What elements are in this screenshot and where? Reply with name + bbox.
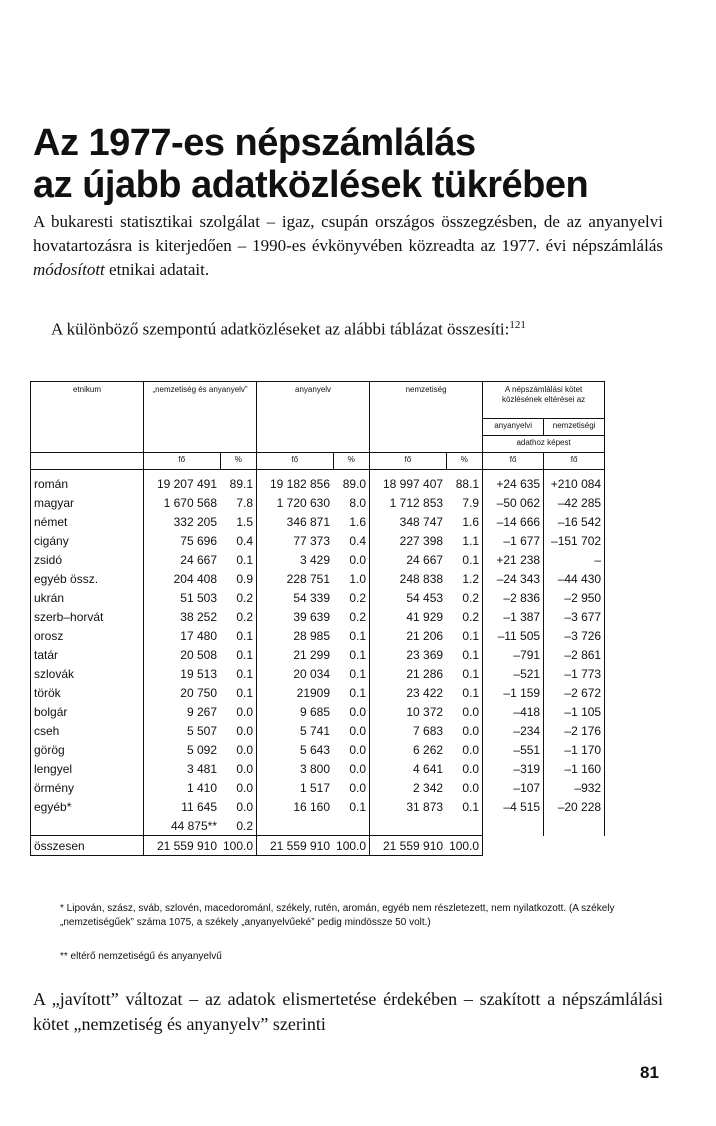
- table-cell: összesen: [31, 836, 144, 856]
- table-cell: magyar: [31, 493, 144, 512]
- table-cell: 1 712 853: [389, 495, 444, 510]
- table-cell: 0.2: [220, 607, 257, 626]
- table-cell: –3 677: [544, 607, 605, 626]
- table-cell: szerb–horvát: [31, 607, 144, 626]
- table-cell: –551: [483, 740, 544, 759]
- table-cell: 1.6: [446, 512, 483, 531]
- header-diff-base: adathoz képest: [483, 436, 605, 453]
- table-cell: 0.0: [446, 759, 483, 778]
- table-cell: 0.1: [333, 626, 370, 645]
- summary-paragraph: A különböző szempontú adatközléseket az alábbi táblázat összesíti:$^{121}$: [51, 319, 526, 339]
- table-cell: 0.0: [333, 702, 370, 721]
- table-cell: 5 092: [186, 742, 217, 757]
- table-cell: örmény: [31, 778, 144, 797]
- table-row: [31, 683, 605, 702]
- table-cell: 0.0: [333, 778, 370, 797]
- table-cell: 89.1: [220, 470, 257, 494]
- table-cell: 21 559 910: [144, 836, 221, 856]
- table-cell: 227 398: [399, 533, 444, 548]
- table-cell: 31 873: [406, 799, 444, 814]
- table-row: [31, 664, 605, 683]
- table-cell: 3 481: [186, 761, 217, 776]
- table-cell: 41 929: [406, 609, 444, 624]
- table-cell: 38 252: [180, 609, 217, 624]
- header-diff-mother-tongue: anyanyelvi: [483, 419, 544, 436]
- table-cell: 1.2: [446, 569, 483, 588]
- table-cell: 0.4: [333, 531, 370, 550]
- footnote-different: ** eltérő nemzetiségű és anyanyelvű: [60, 951, 222, 962]
- table-cell: 0.1: [220, 683, 257, 702]
- unit-fo: fő: [257, 453, 334, 470]
- table-cell: 0.1: [446, 550, 483, 569]
- table-cell: 21 559 910: [257, 836, 334, 856]
- table-cell: 1 720 630: [276, 495, 331, 510]
- table-row: [31, 702, 605, 721]
- table-cell: –16 542: [544, 512, 605, 531]
- table-cell: –44 430: [544, 569, 605, 588]
- table-cell: 0.2: [333, 588, 370, 607]
- table-cell: [257, 816, 334, 836]
- census-body: [31, 470, 605, 856]
- table-cell: 0.4: [220, 531, 257, 550]
- table-cell: 1 410: [186, 780, 217, 795]
- table-cell: 0.1: [220, 626, 257, 645]
- table-cell: 17 480: [180, 628, 217, 643]
- table-cell: 20 034: [293, 666, 331, 681]
- table-cell: –319: [483, 759, 544, 778]
- table-cell: –1 677: [483, 531, 544, 550]
- table-cell: cseh: [31, 721, 144, 740]
- table-cell: 0.0: [220, 797, 257, 816]
- table-cell: 44 875**: [170, 818, 217, 833]
- table-cell: egyéb*: [31, 797, 144, 816]
- table-cell: lengyel: [31, 759, 144, 778]
- table-cell: 0.1: [333, 664, 370, 683]
- table-row: [31, 569, 605, 588]
- table-cell: 2 342: [413, 780, 444, 795]
- table-cell: –234: [483, 721, 544, 740]
- table-cell: szlovák: [31, 664, 144, 683]
- table-cell: –1 387: [483, 607, 544, 626]
- table-cell: tatár: [31, 645, 144, 664]
- table-cell: 0.1: [220, 645, 257, 664]
- table-cell: –2 836: [483, 588, 544, 607]
- table-cell: 248 838: [399, 571, 444, 586]
- table-row: [31, 778, 605, 797]
- table-cell: 21 299: [293, 647, 331, 662]
- table-cell: 0.0: [446, 778, 483, 797]
- table-cell: 100.0: [333, 836, 370, 856]
- table-cell: 0.2: [446, 607, 483, 626]
- table-cell: 0.0: [446, 721, 483, 740]
- census-table: [30, 381, 605, 856]
- table-cell: +24 635: [483, 470, 544, 494]
- table-cell: 0.0: [333, 759, 370, 778]
- table-cell: –2 672: [544, 683, 605, 702]
- table-cell: román: [31, 470, 144, 494]
- table-cell: orosz: [31, 626, 144, 645]
- header-nat-lang: „nemzetiség és anyanyelv”: [144, 382, 257, 453]
- table-cell: 5 643: [300, 742, 331, 757]
- table-cell: 0.0: [220, 702, 257, 721]
- table-cell: 10 372: [406, 704, 444, 719]
- header-ethnicity: etnikum: [31, 382, 144, 453]
- table-cell: 0.9: [220, 569, 257, 588]
- table-cell: 0.0: [220, 778, 257, 797]
- header-mother-tongue: anyanyelv: [257, 382, 370, 453]
- table-cell: 0.1: [333, 645, 370, 664]
- table-cell: 18 997 407: [383, 476, 444, 491]
- table-row: [31, 470, 605, 494]
- table-cell: 3 429: [300, 552, 331, 567]
- table-cell: 0.1: [333, 683, 370, 702]
- table-cell: –42 285: [544, 493, 605, 512]
- table-cell: ukrán: [31, 588, 144, 607]
- page-number: 81: [640, 1063, 659, 1082]
- table-cell: 0.1: [446, 645, 483, 664]
- table-cell: német: [31, 512, 144, 531]
- unit-fo: fő: [370, 453, 447, 470]
- table-cell: 54 339: [293, 590, 331, 605]
- table-cell: [483, 816, 544, 836]
- table-cell: 100.0: [446, 836, 483, 856]
- table-cell: +210 084: [544, 470, 605, 494]
- table-cell: 100.0: [220, 836, 257, 856]
- table-cell: –1 160: [544, 759, 605, 778]
- table-cell: 28 985: [293, 628, 331, 643]
- table-cell: 54 453: [406, 590, 444, 605]
- table-cell: 9 685: [300, 704, 331, 719]
- header-diff-nationality: nemzetiségi: [544, 419, 605, 436]
- table-row: [31, 588, 605, 607]
- table-row: [31, 816, 605, 836]
- table-cell: 1.5: [220, 512, 257, 531]
- table-cell: bolgár: [31, 702, 144, 721]
- intro-paragraph: A bukaresti statisztikai szolgálat – igaz, csupán országos összegzésben, de az anyanyelvi hovatartozásra is kiterjedően – 1990-es évkönyvében közreadta az 1977. évi népszámlálás módosított etnikai adatait.: [33, 212, 663, 279]
- table-row: [31, 721, 605, 740]
- footnote-ref: 121: [509, 319, 526, 331]
- table-cell: 23 422: [406, 685, 444, 700]
- table-row: [31, 740, 605, 759]
- table-cell: 77 373: [293, 533, 331, 548]
- table-cell: 0.0: [446, 702, 483, 721]
- table-cell: 24 667: [180, 552, 217, 567]
- table-cell: –932: [544, 778, 605, 797]
- table-cell: 0.0: [333, 550, 370, 569]
- table-cell: cigány: [31, 531, 144, 550]
- unit-fo: fő: [544, 453, 605, 470]
- table-cell: [370, 816, 447, 836]
- table-cell: 19 207 491: [156, 476, 217, 491]
- table-cell: 0.1: [446, 626, 483, 645]
- table-cell: [333, 816, 370, 836]
- table-cell: –2 176: [544, 721, 605, 740]
- table-cell: –1 170: [544, 740, 605, 759]
- table-cell: egyéb össz.: [31, 569, 144, 588]
- table-cell: –: [544, 550, 605, 569]
- unit-pct: %: [446, 453, 483, 470]
- table-cell: –14 666: [483, 512, 544, 531]
- table-cell: 16 160: [293, 799, 331, 814]
- table-cell: 9 267: [186, 704, 217, 719]
- table-cell: [31, 816, 144, 836]
- table-cell: –4 515: [483, 797, 544, 816]
- page-title: [33, 122, 588, 206]
- table-cell: 4 641: [413, 761, 444, 776]
- table-cell: –3 726: [544, 626, 605, 645]
- header-nationality: nemzetiség: [370, 382, 483, 453]
- table-cell: görög: [31, 740, 144, 759]
- table-cell: 1.1: [446, 531, 483, 550]
- table-cell: 21 206: [406, 628, 444, 643]
- table-cell: –107: [483, 778, 544, 797]
- table-cell: –1 773: [544, 664, 605, 683]
- unit-pct: %: [220, 453, 257, 470]
- table-cell: –521: [483, 664, 544, 683]
- table-cell: török: [31, 683, 144, 702]
- table-cell: 1 517: [300, 780, 331, 795]
- table-cell: 19 182 856: [269, 476, 331, 491]
- table-cell: 0.0: [220, 740, 257, 759]
- closing-paragraph: A „javított” változat – az adatok elismertetése érdekében – szakított a népszámlálási kötet „nemzetiség és anyanyelv” szerinti: [33, 989, 663, 1034]
- table-cell: 1.0: [333, 569, 370, 588]
- table-cell: 20 508: [180, 647, 217, 662]
- table-cell: 348 747: [399, 514, 444, 529]
- table-cell: 0.0: [446, 740, 483, 759]
- table-cell: –50 062: [483, 493, 544, 512]
- table-cell: 3 800: [300, 761, 331, 776]
- table-cell: –151 702: [544, 531, 605, 550]
- table-cell: –418: [483, 702, 544, 721]
- table-cell: 0.1: [220, 664, 257, 683]
- table-cell: 204 408: [173, 571, 217, 586]
- table-cell: 332 205: [173, 514, 217, 529]
- footnote-other: * Lipován, szász, sváb, szlovén, macedorománl, székely, rutén, aromán, egyéb nem részletezett, nem nyilatkozott. (A székely „nemzetiségűek” száma 1075, a székely „anyanyelvűeké” pedig mindössze 50 volt.): [60, 903, 615, 928]
- table-cell: [483, 836, 544, 856]
- emphasis-modositott: módosított: [33, 260, 105, 279]
- title-line-1: Az 1977-es népszámlálás: [33, 122, 476, 164]
- table-cell: 0.2: [446, 588, 483, 607]
- table-cell: 11 645: [181, 799, 217, 814]
- table-cell: 75 696: [180, 533, 217, 548]
- table-cell: 1.6: [333, 512, 370, 531]
- table-cell: 0.1: [446, 683, 483, 702]
- table-row: [31, 759, 605, 778]
- table-row: [31, 531, 605, 550]
- unit-fo: fő: [483, 453, 544, 470]
- table-row: [31, 626, 605, 645]
- table-cell: 51 503: [180, 590, 217, 605]
- table-row: [31, 797, 605, 816]
- table-cell: 21909: [296, 685, 331, 700]
- table-cell: 24 667: [406, 552, 444, 567]
- table-cell: –11 505: [483, 626, 544, 645]
- header-diff: A népszámlálási kötet közlésének eltérései az: [483, 382, 605, 419]
- table-cell: 7.9: [446, 493, 483, 512]
- table-cell: 88.1: [446, 470, 483, 494]
- table-cell: [544, 836, 605, 856]
- table-cell: [446, 816, 483, 836]
- table-cell: 1 670 568: [163, 495, 217, 510]
- table-row: [31, 512, 605, 531]
- table-cell: 20 750: [180, 685, 217, 700]
- table-cell: 0.2: [333, 607, 370, 626]
- table-cell: 0.2: [220, 588, 257, 607]
- table-cell: +21 238: [483, 550, 544, 569]
- table-cell: 7 683: [413, 723, 444, 738]
- title-line-2: az újabb adatközlések tükrében: [33, 164, 589, 206]
- unit-fo: fő: [144, 453, 221, 470]
- unit-pct: %: [333, 453, 370, 470]
- table-cell: 6 262: [413, 742, 444, 757]
- table-cell: 7.8: [220, 493, 257, 512]
- table-row: [31, 607, 605, 626]
- table-row-total: [31, 836, 605, 856]
- table-cell: 0.1: [446, 797, 483, 816]
- table-cell: 0.0: [333, 721, 370, 740]
- table-row: [31, 493, 605, 512]
- table-cell: 228 751: [286, 571, 331, 586]
- table-cell: –2 861: [544, 645, 605, 664]
- table-cell: 5 741: [300, 723, 331, 738]
- table-cell: –1 105: [544, 702, 605, 721]
- table-cell: 0.1: [446, 664, 483, 683]
- table-cell: –20 228: [544, 797, 605, 816]
- table-cell: 0.1: [333, 797, 370, 816]
- table-cell: 21 559 910: [370, 836, 447, 856]
- table-cell: –791: [483, 645, 544, 664]
- table-cell: 5 507: [186, 723, 217, 738]
- table-cell: 21 286: [406, 666, 444, 681]
- table-cell: zsidó: [31, 550, 144, 569]
- table-cell: 0.0: [220, 759, 257, 778]
- table-cell: 0.1: [220, 550, 257, 569]
- table-cell: –2 950: [544, 588, 605, 607]
- table-cell: –1 159: [483, 683, 544, 702]
- table-cell: 0.0: [220, 721, 257, 740]
- table-cell: 19 513: [180, 666, 217, 681]
- table-cell: [544, 816, 605, 836]
- table-cell: 0.2: [220, 816, 257, 836]
- table-cell: 89.0: [333, 470, 370, 494]
- table-row: [31, 645, 605, 664]
- table-cell: 39 639: [293, 609, 331, 624]
- table-cell: 8.0: [333, 493, 370, 512]
- table-row: [31, 550, 605, 569]
- table-cell: –24 343: [483, 569, 544, 588]
- table-cell: 23 369: [406, 647, 444, 662]
- table-cell: 0.0: [333, 740, 370, 759]
- table-cell: 346 871: [286, 514, 331, 529]
